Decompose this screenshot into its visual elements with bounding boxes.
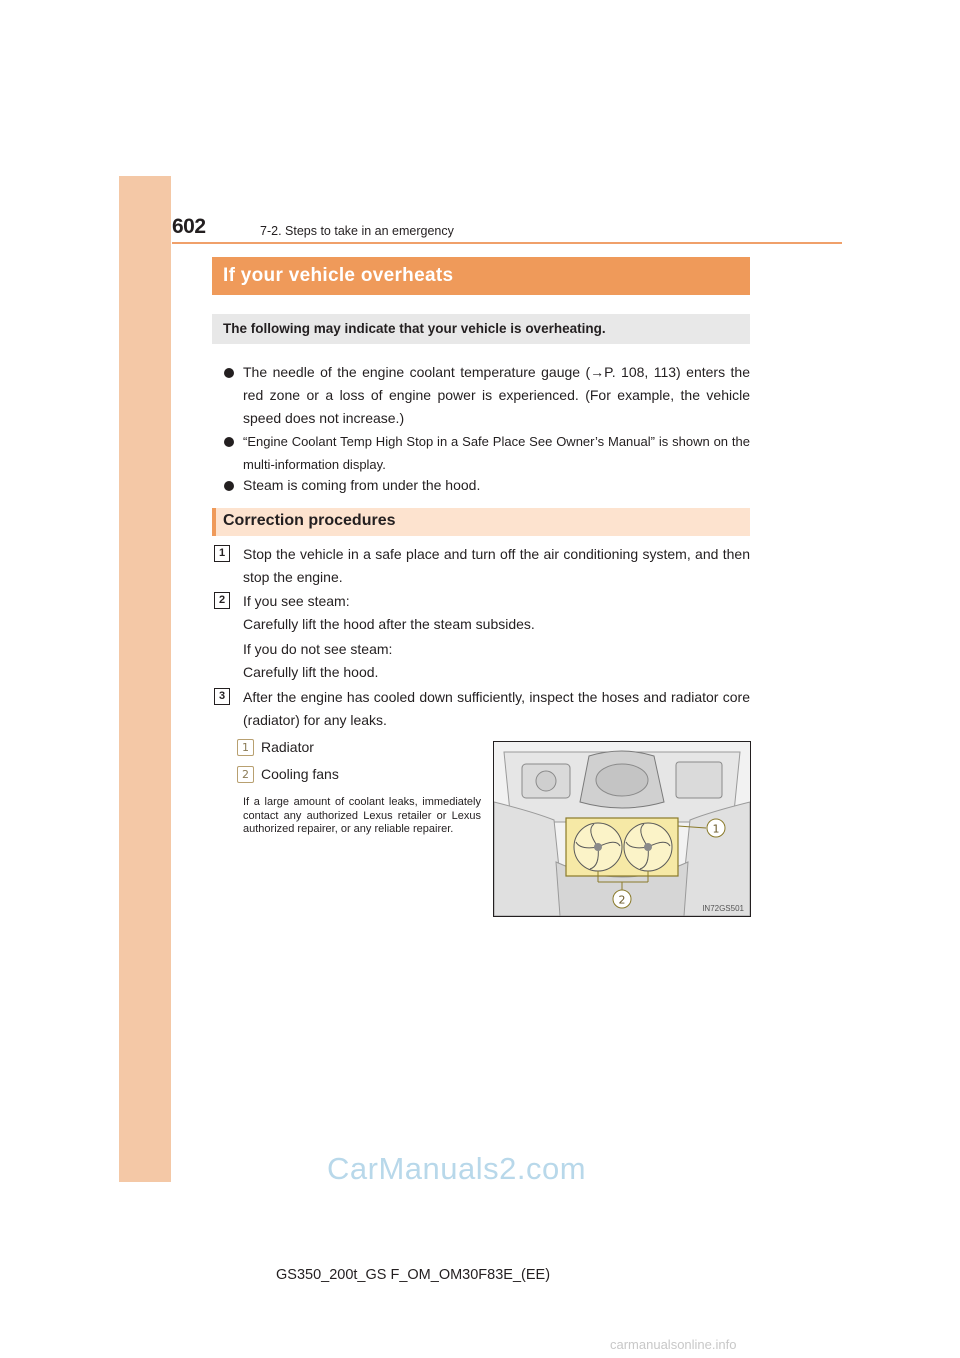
engine-bay-drawing bbox=[494, 742, 750, 916]
main-heading-banner bbox=[212, 257, 750, 295]
watermark-logo: CarManuals2.com bbox=[327, 1151, 587, 1186]
correction-heading-banner bbox=[212, 508, 750, 536]
figure-callout-2: 2 bbox=[618, 893, 626, 907]
bullet-text: Steam is coming from under the hood. bbox=[243, 477, 481, 493]
bullet-icon bbox=[224, 368, 234, 378]
bullet-icon bbox=[224, 437, 234, 447]
intro-box bbox=[212, 314, 750, 344]
main-heading: If your vehicle overheats bbox=[223, 265, 454, 286]
engine-bay-illustration bbox=[493, 741, 751, 917]
figure-callout-1: 1 bbox=[712, 822, 720, 836]
bullet-text: “Engine Coolant Temp High Stop in a Safe Place See Owner’s Manual” is shown on the multi-information display. bbox=[243, 434, 750, 472]
figure-code: IN72GS501 bbox=[702, 904, 744, 913]
callout-2-badge: 2 bbox=[237, 766, 254, 783]
bullet-icon bbox=[224, 481, 234, 491]
document-footer: GS350_200t_GS F_OM_OM30F83E_(EE) bbox=[276, 1267, 551, 1283]
list-item bbox=[224, 430, 750, 476]
callout-1-label: Radiator bbox=[261, 739, 314, 755]
note-text: If a large amount of coolant leaks, immediately contact any authorized Lexus retailer or Lexus authorized repairer, or any reliable repairer. bbox=[243, 796, 481, 835]
step-1-text: Stop the vehicle in a safe place and turn off the air conditioning system, and then stop the engine. bbox=[243, 546, 750, 585]
watermark-site: carmanualsonline.info bbox=[610, 1337, 737, 1352]
header-divider bbox=[172, 242, 842, 244]
intro-text: The following may indicate that your vehicle is overheating. bbox=[223, 321, 606, 336]
list-item bbox=[224, 474, 750, 497]
section-title: 7-2. Steps to take in an emergency bbox=[260, 224, 454, 238]
callout-1-badge: 1 bbox=[237, 739, 254, 756]
list-item bbox=[224, 361, 750, 430]
heading-accent-bar bbox=[212, 508, 216, 536]
step-3-text: After the engine has cooled down sufficiently, inspect the hoses and radiator core (radiator) for any leaks. bbox=[243, 689, 750, 728]
step-2-no-steam-action: Carefully lift the hood. bbox=[243, 664, 379, 680]
step-number-3: 3 bbox=[214, 688, 230, 705]
bullet-text: The needle of the engine coolant temperature gauge (→P. 108, 113) enters the red zone or a loss of engine power is experienced. (For example, the vehicle speed does not increase.) bbox=[243, 364, 750, 426]
step-number-1: 1 bbox=[214, 545, 230, 562]
step-2-no-steam-label: If you do not see steam: bbox=[243, 641, 393, 657]
step-number-2: 2 bbox=[214, 592, 230, 609]
chapter-sidebar-tab bbox=[119, 176, 171, 1182]
page-number: 602 bbox=[172, 215, 206, 238]
step-2-steam-action: Carefully lift the hood after the steam subsides. bbox=[243, 616, 535, 632]
correction-heading: Correction procedures bbox=[223, 512, 396, 529]
callout-2-label: Cooling fans bbox=[261, 766, 339, 782]
step-2-steam-label: If you see steam: bbox=[243, 593, 350, 609]
